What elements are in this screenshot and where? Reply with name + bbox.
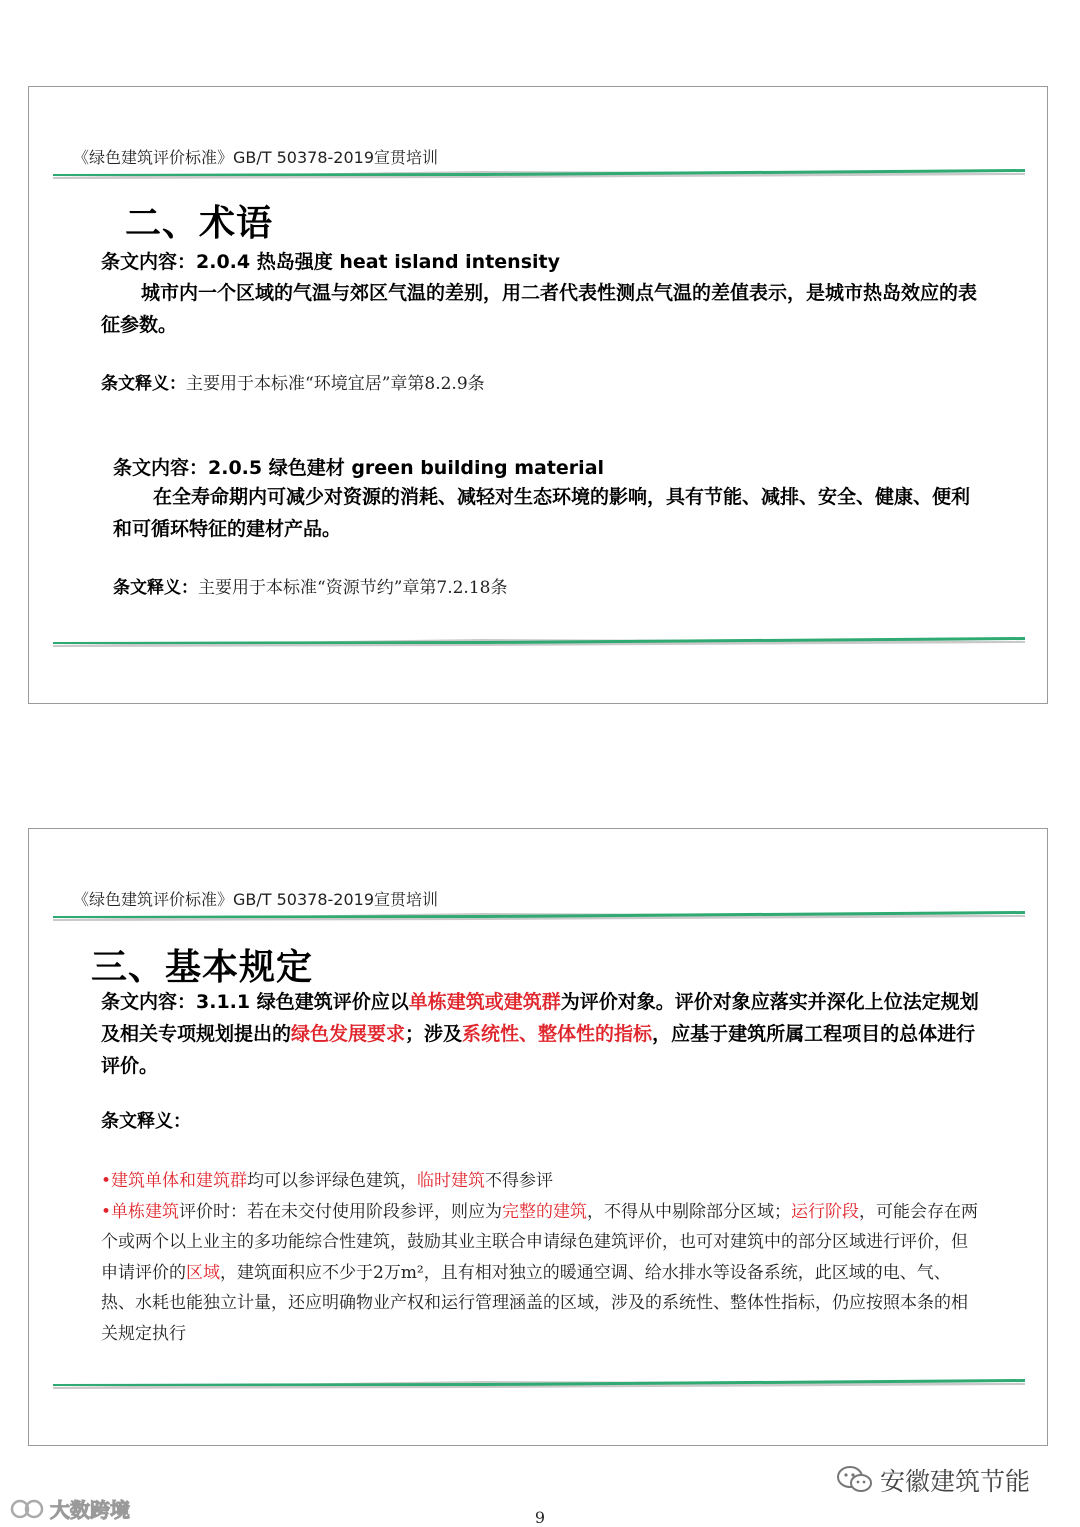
explain-text: 均可以参评绿色建筑，: [247, 1171, 418, 1191]
clause-text: ，应基于建筑所属工程项目的总体进行评价。: [101, 1023, 976, 1077]
clause-text: 条文内容：3.1.1 绿色建筑评价应以: [101, 991, 409, 1013]
highlight-text: •建筑单体和建筑群: [101, 1171, 248, 1191]
highlight-text: 系统性、整体性的指标: [462, 1023, 653, 1045]
clause-explanation: [101, 1166, 981, 1349]
explain-text: ，不得从中剔除部分区域；: [587, 1201, 792, 1222]
clause-note: [113, 573, 507, 598]
clause-body: 城市内一个区域的气温与郊区气温的差别，用二者代表性测点气温的差值表示，是城市热岛效应的表征参数。: [101, 282, 978, 336]
clause-body: 在全寿命期内可减少对资源的消耗、减轻对生态环境的影响，具有节能、减排、安全、健康、便利和可循环特征的建材产品。: [113, 486, 971, 540]
wechat-watermark: [836, 1462, 1030, 1498]
footer-rule: [53, 1379, 1025, 1389]
bullet-item: [101, 1197, 981, 1350]
wechat-icon: [836, 1464, 874, 1496]
header-rule: [53, 911, 1025, 921]
clause-heading: 条文内容：2.0.5 绿色建材 green building material: [113, 457, 605, 479]
explain-label: 条文释义：: [101, 1111, 191, 1132]
watermark-text: 大数跨境: [50, 1498, 130, 1522]
note-text: 主要用于本标准“环境宜居”章第8.2.9条: [186, 374, 485, 394]
section-title: 二、术语: [125, 203, 274, 244]
highlight-text: •单栋建筑: [101, 1201, 180, 1222]
highlight-text: 单栋建筑或建筑群: [408, 991, 561, 1013]
footer-rule: [53, 637, 1025, 647]
clause-note: [101, 369, 485, 394]
header-rule: [53, 169, 1025, 179]
note-text: 主要用于本标准“资源节约”章第7.2.18条: [198, 578, 508, 598]
course-title: 《绿色建筑评价标准》GB/T 50378-2019宣贯培训: [73, 890, 439, 909]
clause-text: 为评价对象。评价对象应落实并深化上位法定规划及相关专项规划提出的: [101, 991, 979, 1045]
bullet-item: [101, 1166, 981, 1197]
page-number: 9: [534, 1508, 546, 1527]
slide-terms: [28, 86, 1048, 704]
clause-body: [101, 986, 981, 1082]
note-label: 条文释义：: [113, 578, 198, 598]
course-title: 《绿色建筑评价标准》GB/T 50378-2019宣贯培训: [73, 148, 439, 167]
explain-text: 评价时：若在未交付使用阶段参评，则应为: [179, 1201, 503, 1222]
clause-heading: 条文内容：2.0.4 热岛强度 heat island intensity: [101, 251, 560, 273]
explain-text: ，可能会存在两个或两个以上业主的多功能综合性建筑，鼓励其业主联合申请绿色建筑评价，也可对建筑中的部分区域进行评价，但申请评价的: [101, 1201, 979, 1283]
note-label: 条文释义：: [101, 374, 186, 394]
highlight-text: 完整的建筑: [502, 1201, 588, 1222]
highlight-text: 区域: [186, 1262, 220, 1283]
slide-basic-rules: [28, 828, 1048, 1446]
explain-text: ，建筑面积应不少于2万m²，且有相对独立的暖通空调、给水排水等设备系统，此区域的电、气、热、水耗也能独立计量，还应明确物业产权和运行管理涵盖的区域，涉及的系统性、整体性指标，仍应按照本条的相关规定执行: [101, 1262, 968, 1344]
explain-text: 不得参评: [485, 1171, 554, 1191]
clause-text: ；涉及: [405, 1023, 463, 1045]
highlight-text: 临时建筑: [417, 1171, 486, 1191]
highlight-text: 运行阶段: [791, 1201, 860, 1222]
section-title: 三、基本规定: [91, 947, 314, 988]
watermark-text: 安徽建筑节能: [880, 1467, 1031, 1496]
highlight-text: 绿色发展要求: [291, 1023, 406, 1045]
